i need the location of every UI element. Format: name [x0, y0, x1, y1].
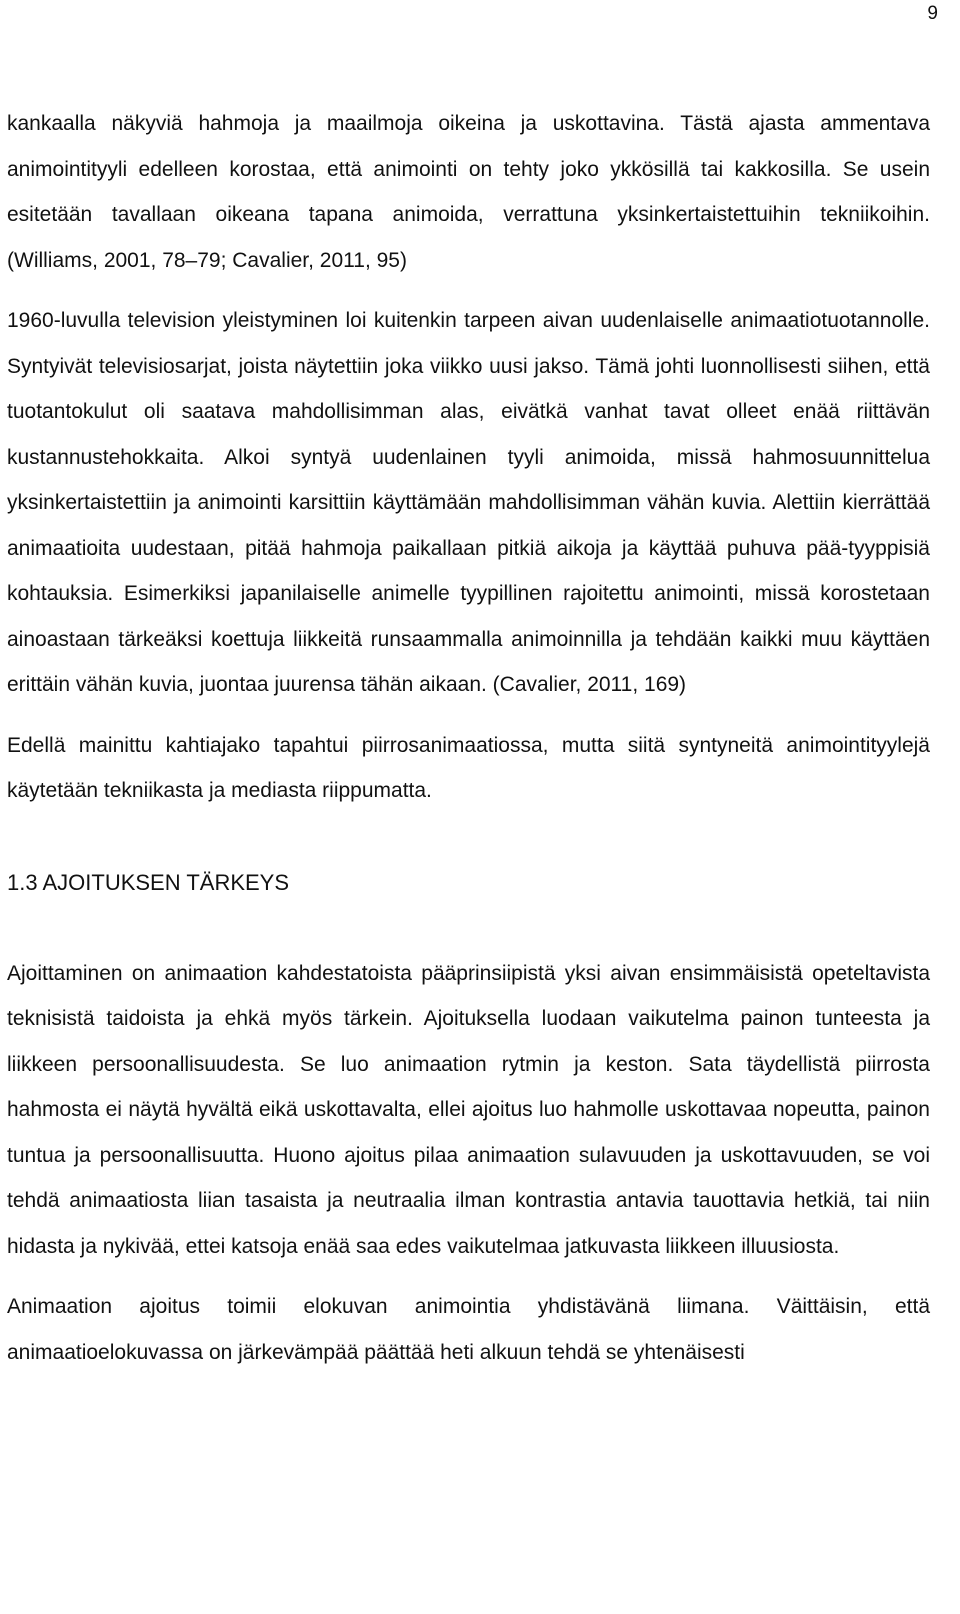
paragraph-intro-continued: kankaalla näkyviä hahmoja ja maailmoja oikeina ja uskottavina. Tästä ajasta ammentava animointityyli edelleen korostaa, että animointi on tehty joko ykkösillä tai kakkosilla. Se usein esitetään tavallaan oikeana tapana animoida, verrattuna yksinkertaistettuihin tekniikoihin. (Williams, 2001, 78–79; Cavalier, 2011, 95): [7, 112, 930, 272]
paragraph-timing-glue: Animaation ajoitus toimii elokuvan animointia yhdistävänä liimana. Väittäisin, että animaatioelokuvassa on järkevämpää päättää heti alkuun tehdä se yhtenäisesti: [7, 1295, 930, 1364]
section-heading: 1.3 AJOITUKSEN TÄRKEYS: [7, 869, 290, 895]
paragraph-television-era: 1960-luvulla television yleistyminen loi kuitenkin tarpeen aivan uudenlaiselle animaatiotuotannolle. Syntyivät televisiosarjat, joista näytettiin joka viikko uusi jakso. Tämä johti luonnollisesti siihen, että tuotantokulut oli saatava mahdollisimman alas, eivätkä vanhat tavat olleet enää riittävän kustannustehokkaita. Alkoi syntyä uudenlainen tyyli animoida, missä hahmosuunnittelua yksinkertaistettiin ja animointi karsittiin käyttämään mahdollisimman vähän kuvia. Alettiin kierrättää animaatioita uudestaan, pitää hahmoja paikallaan pitkiä aikoja ja käyttää puhuva pää-tyyppisiä kohtauksia. Esimerkiksi japanilaiselle animelle tyypillinen rajoitettu animointi, missä korostetaan ainoastaan tärkeäksi koettuja liikkeitä runsaammalla animoinnilla ja tehdään kaikki muu käyttäen erittäin vähän kuvia, juontaa juurensa tähän aikaan. (Cavalier, 2011, 169): [7, 309, 930, 696]
paragraph-division-summary: Edellä mainittu kahtiajako tapahtui piirrosanimaatiossa, mutta siitä syntyneitä animointityylejä käytetään tekniikasta ja mediasta riippumatta.: [7, 733, 930, 802]
document-page: [7, 101, 930, 1375]
paragraph-timing-importance: Ajoittaminen on animaation kahdestatoista pääprinsiipistä yksi aivan ensimmäisistä opeteltavista teknisistä taidoista ja ehkä myös tärkein. Ajoituksella luodaan vaikutelma painon tunteesta ja liikkeen persoonallisuudesta. Se luo animaation rytmin ja keston. Sata täydellistä piirrosta hahmosta ei näytä hyvältä eikä uskottavalta, ellei ajoitus luo hahmolle uskottavaa nopeutta, painon tuntua ja persoonallisuutta. Huono ajoitus pilaa animaation sulavuuden ja uskottavuuden, se voi tehdä animaatiosta liian tasaista ja neutraalia ilman kontrastia antavia tauottavia hetkiä, tai niin hidasta ja nykivää, ettei katsoja enää saa edes vaikutelmaa jatkuvasta liikkeen illuusiosta.: [7, 961, 930, 1258]
page-number: 9: [927, 3, 938, 24]
